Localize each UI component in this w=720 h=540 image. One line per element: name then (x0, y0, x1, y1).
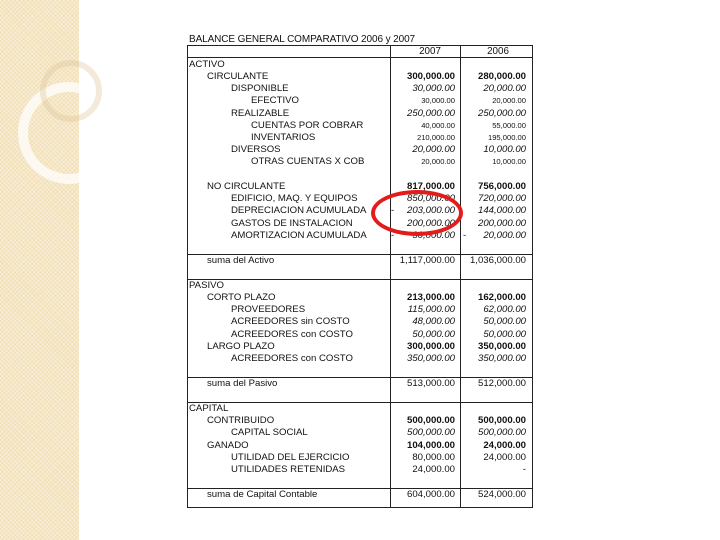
row-label: GANADO (207, 440, 249, 451)
row-label: REALIZABLE (231, 108, 290, 119)
value-2006: - (522, 464, 526, 475)
value-2006: 20,000.00 (483, 230, 526, 241)
value-2006: 512,000.00 (477, 378, 526, 389)
value-2007: 50,000.00 (412, 329, 455, 340)
value-2007: 300,000.00 (406, 341, 455, 352)
value-2006: 10,000.00 (492, 157, 526, 166)
row-label: OTRAS CUENTAS X COB (251, 156, 365, 167)
row-label: GASTOS DE INSTALACION (231, 218, 353, 229)
column-header-2007: 2007 (419, 46, 441, 57)
value-2007: 1,117,000.00 (399, 255, 455, 266)
table-row (187, 71, 533, 83)
row-label: PASIVO (189, 280, 225, 291)
table-row (187, 292, 533, 304)
row-label: suma de Capital Contable (207, 489, 318, 500)
row-label: CAPITAL (189, 403, 229, 414)
value-2007: 817,000.00 (406, 181, 455, 192)
row-label: CUENTAS POR COBRAR (251, 120, 364, 131)
value-2007: 30,000.00 (412, 230, 455, 241)
table-row (187, 205, 533, 217)
value-2006: 195,000.00 (487, 133, 526, 142)
value-2006: 10,000.00 (483, 144, 526, 155)
row-label: ACREEDORES con COSTO (231, 329, 353, 340)
table-row (187, 230, 533, 242)
row-label: ACREEDORES con COSTO (231, 353, 353, 364)
table-title: BALANCE GENERAL COMPARATIVO 2006 y 2007 (189, 34, 416, 45)
value-2006: 720,000.00 (477, 193, 526, 204)
row-label: ACREEDORES sin COSTO (231, 316, 350, 327)
row-label: suma del Activo (207, 255, 275, 266)
row-label: EDIFICIO, MAQ. Y EQUIPOS (231, 193, 358, 204)
value-2007: 300,000.00 (406, 71, 455, 82)
row-label: DEPRECIACION ACUMULADA (231, 205, 367, 216)
table-row (187, 304, 533, 316)
value-2006: 24,000.00 (483, 452, 526, 463)
grid-line (187, 57, 533, 58)
grid-line (187, 45, 533, 46)
value-2006: 1,036,000.00 (469, 255, 526, 266)
value-2006: 350,000.00 (477, 353, 526, 364)
minus-sign: - (391, 230, 395, 241)
value-2006: 62,000.00 (483, 304, 526, 315)
decorative-ring (40, 60, 102, 122)
value-2007: 30,000.00 (421, 96, 455, 105)
value-2007: 513,000.00 (406, 378, 455, 389)
value-2007: 604,000.00 (406, 489, 455, 500)
table-row (187, 427, 533, 439)
row-label: UTILIDAD DEL EJERCICIO (231, 452, 350, 463)
value-2007: 20,000.00 (421, 157, 455, 166)
row-label: ACTIVO (189, 59, 225, 70)
value-2007: 30,000.00 (412, 83, 455, 94)
value-2007: 210,000.00 (416, 133, 455, 142)
table-row (187, 218, 533, 230)
table-row (187, 489, 533, 501)
balance-sheet-table (187, 32, 533, 508)
value-2007: 500,000.00 (406, 415, 455, 426)
minus-sign: - (463, 230, 467, 241)
table-row (187, 156, 533, 168)
row-label: CIRCULANTE (207, 71, 269, 82)
highlight-circle-annotation (371, 190, 463, 236)
value-2006: 500,000.00 (477, 427, 526, 438)
table-row (187, 341, 533, 353)
row-label: EFECTIVO (251, 95, 299, 106)
value-2006: 20,000.00 (483, 83, 526, 94)
value-2007: 48,000.00 (412, 316, 455, 327)
value-2007: 203,000.00 (406, 205, 455, 216)
minus-sign: - (391, 205, 395, 216)
value-2006: 50,000.00 (483, 316, 526, 327)
value-2007: 115,000.00 (407, 304, 455, 315)
table-row (187, 193, 533, 205)
value-2007: 104,000.00 (406, 440, 455, 451)
value-2006: 24,000.00 (483, 440, 526, 451)
row-label: CAPITAL SOCIAL (231, 427, 308, 438)
table-row (187, 440, 533, 452)
value-2007: 24,000.00 (412, 464, 455, 475)
value-2006: 280,000.00 (477, 71, 526, 82)
table-row (187, 120, 533, 132)
decorative-side-strip (0, 0, 79, 540)
row-label: DIVERSOS (231, 144, 281, 155)
row-label: CORTO PLAZO (207, 292, 276, 303)
table-row (187, 280, 533, 292)
grid-line (187, 507, 533, 508)
value-2007: 200,000.00 (406, 218, 455, 229)
column-header-2006: 2006 (487, 46, 509, 57)
table-row (187, 464, 533, 476)
table-row (187, 403, 533, 415)
value-2006: 200,000.00 (477, 218, 526, 229)
table-row (187, 353, 533, 365)
table-row (187, 83, 533, 95)
table-row (187, 452, 533, 464)
value-2006: 50,000.00 (483, 329, 526, 340)
row-label: PROVEEDORES (231, 304, 306, 315)
value-2006: 20,000.00 (492, 96, 526, 105)
value-2006: 756,000.00 (477, 181, 526, 192)
value-2006: 524,000.00 (477, 489, 526, 500)
row-label: LARGO PLAZO (207, 341, 275, 352)
table-row (187, 255, 533, 267)
value-2007: 500,000.00 (406, 427, 455, 438)
row-label: INVENTARIOS (251, 132, 316, 143)
value-2006: 162,000.00 (477, 292, 526, 303)
value-2007: 850,000.00 (406, 193, 455, 204)
row-label: UTILIDADES RETENIDAS (231, 464, 346, 475)
row-label: CONTRIBUIDO (207, 415, 275, 426)
value-2007: 350,000.00 (406, 353, 455, 364)
table-row (187, 59, 533, 71)
table-row (187, 132, 533, 144)
table-row (187, 108, 533, 120)
value-2006: 500,000.00 (477, 415, 526, 426)
table-row (187, 415, 533, 427)
row-label: NO CIRCULANTE (207, 181, 286, 192)
row-label: DISPONIBLE (231, 83, 289, 94)
value-2006: 144,000.00 (477, 205, 526, 216)
value-2007: 213,000.00 (406, 292, 455, 303)
table-row (187, 378, 533, 390)
value-2007: 40,000.00 (421, 121, 455, 130)
value-2007: 250,000.00 (406, 108, 455, 119)
table-row (187, 181, 533, 193)
row-label: suma del Pasivo (207, 378, 278, 389)
table-row (187, 95, 533, 107)
table-row (187, 329, 533, 341)
table-row (187, 144, 533, 156)
table-row (187, 316, 533, 328)
value-2007: 20,000.00 (412, 144, 455, 155)
value-2007: 80,000.00 (412, 452, 455, 463)
row-label: AMORTIZACION ACUMULADA (231, 230, 367, 241)
value-2006: 350,000.00 (477, 341, 526, 352)
value-2006: 250,000.00 (477, 108, 526, 119)
value-2006: 55,000.00 (492, 121, 526, 130)
